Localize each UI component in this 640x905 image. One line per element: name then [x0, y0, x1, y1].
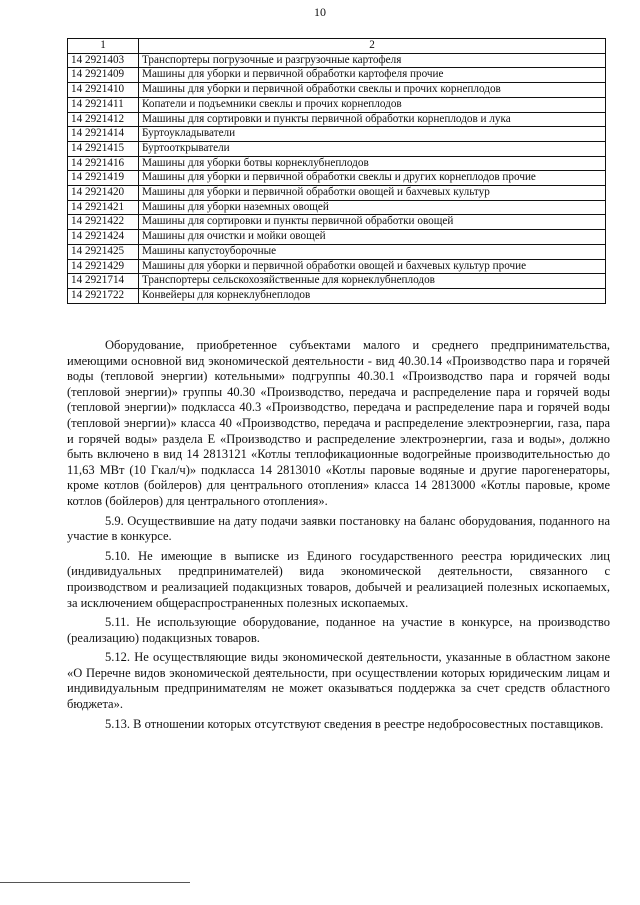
row-name: Конвейеры для корнеклубнеплодов — [139, 288, 606, 303]
row-name: Машины для сортировки и пункты первичной обработки корнеплодов и лука — [139, 112, 606, 127]
row-code: 14 2921414 — [68, 127, 139, 142]
row-name: Машины для уборки и первичной обработки картофеля прочие — [139, 68, 606, 83]
row-code: 14 2921421 — [68, 200, 139, 215]
row-code: 14 2921403 — [68, 53, 139, 68]
row-name: Буртоукладыватели — [139, 127, 606, 142]
table-row — [68, 186, 606, 201]
row-name: Транспортеры сельскохозяйственные для корнеклубнеплодов — [139, 274, 606, 289]
row-name: Машины для очистки и мойки овощей — [139, 230, 606, 245]
table-row — [68, 171, 606, 186]
paragraph-equipment: Оборудование, приобретенное субъектами малого и среднего предпринимательства, имеющими основной вид экономической деятельности - вид 40.30.14 «Производство пара и горячей воды (тепловой энергии) котельными» подгруппы 40.30.1 «Производство пара и горячей воды (тепловой энергии)» группы 40.30 «Производство, передача и распределение пара и горячей воды (тепловой энергии)» подкласса 40.3 «Производство, передача и распределение пара и горячей воды (тепловой энергии)» класса 40 «Производство, передача и распределение электроэнергии, газа, пара и горячей воды» раздела Е «Производство и распределение электроэнергии, газа и воды», должно быть включено в вид 14 2813121 «Котлы теплофикационные водогрейные производительностью до 11,63 МВт (10 Гкал/ч)» подкласса 14 2813010 «Котлы паровые водяные и другие парогенераторы, кроме котлов (бойлеров) для центрального отопления» класса 14 2813000 «Котлы паровые, кроме котлов (бойлеров) для центрального отопления». — [67, 338, 610, 508]
row-name: Машины для сортировки и пункты первичной обработки овощей — [139, 215, 606, 230]
paragraph-5-9: 5.9. Осуществившие на дату подачи заявки постановку на баланс оборудования, поданного на участие в конкурсе. — [67, 513, 610, 544]
okp-codes-table — [67, 38, 606, 304]
row-code: 14 2921714 — [68, 274, 139, 289]
row-code: 14 2921412 — [68, 112, 139, 127]
table-row — [68, 68, 606, 83]
table-row — [68, 259, 606, 274]
row-code: 14 2921722 — [68, 288, 139, 303]
paragraph-5-10: 5.10. Не имеющие в выписке из Единого государственного реестра юридических лиц (индивидуальных предпринимателей) вида экономической деятельности, связанного с производством и реализацией подакцизных товаров, добычей и реализацией полезных ископаемых, за исключением общераспространенных полезных ископаемых. — [67, 548, 610, 610]
row-name: Машины капустоуборочные — [139, 244, 606, 259]
document-body — [67, 338, 610, 736]
row-name: Копатели и подъемники свеклы и прочих корнеплодов — [139, 97, 606, 112]
table-header-row — [68, 39, 606, 54]
row-name: Транспортеры погрузочные и разгрузочные картофеля — [139, 53, 606, 68]
row-code: 14 2921419 — [68, 171, 139, 186]
table-row — [68, 274, 606, 289]
row-code: 14 2921425 — [68, 244, 139, 259]
row-name: Машины для уборки и первичной обработки овощей и бахчевых культур прочие — [139, 259, 606, 274]
row-code: 14 2921411 — [68, 97, 139, 112]
table-row — [68, 230, 606, 245]
row-name: Машины для уборки и первичной обработки свеклы и других корнеплодов прочие — [139, 171, 606, 186]
table-row — [68, 244, 606, 259]
row-name: Машины для уборки и первичной обработки овощей и бахчевых культур — [139, 186, 606, 201]
table-row — [68, 156, 606, 171]
table-row — [68, 112, 606, 127]
paragraph-5-12: 5.12. Не осуществляющие виды экономической деятельности, указанные в областном законе «О Перечне видов экономической деятельности, при осуществлении которых юридическим лицам и индивидуальным предпринимателям не может оказываться поддержка за счет средств областного бюджета». — [67, 650, 610, 712]
page-number: 10 — [314, 5, 326, 19]
row-name: Машины для уборки и первичной обработки свеклы и прочих корнеплодов — [139, 83, 606, 98]
table-header-col-1: 1 — [68, 39, 139, 54]
row-code: 14 2921409 — [68, 68, 139, 83]
paragraph-5-11: 5.11. Не использующие оборудование, поданное на участие в конкурсе, на производство (реализацию) подакцизных товаров. — [67, 615, 610, 645]
table-row — [68, 141, 606, 156]
row-code: 14 2921410 — [68, 83, 139, 98]
row-code: 14 2921429 — [68, 259, 139, 274]
footer-divider — [0, 882, 190, 883]
row-name: Буртооткрыватели — [139, 141, 606, 156]
row-name: Машины для уборки ботвы корнеклубнеплодов — [139, 156, 606, 171]
row-code: 14 2921424 — [68, 230, 139, 245]
row-name: Машины для уборки наземных овощей — [139, 200, 606, 215]
row-code: 14 2921416 — [68, 156, 139, 171]
table-row — [68, 200, 606, 215]
table-row — [68, 53, 606, 68]
table-header-col-2: 2 — [139, 39, 606, 54]
table-row — [68, 215, 606, 230]
row-code: 14 2921415 — [68, 141, 139, 156]
table-row — [68, 127, 606, 142]
paragraph-5-13: 5.13. В отношении которых отсутствуют сведения в реестре недобросовестных поставщиков. — [105, 716, 604, 731]
table-row — [68, 83, 606, 98]
table-row — [68, 97, 606, 112]
row-code: 14 2921422 — [68, 215, 139, 230]
row-code: 14 2921420 — [68, 186, 139, 201]
table-row — [68, 288, 606, 303]
